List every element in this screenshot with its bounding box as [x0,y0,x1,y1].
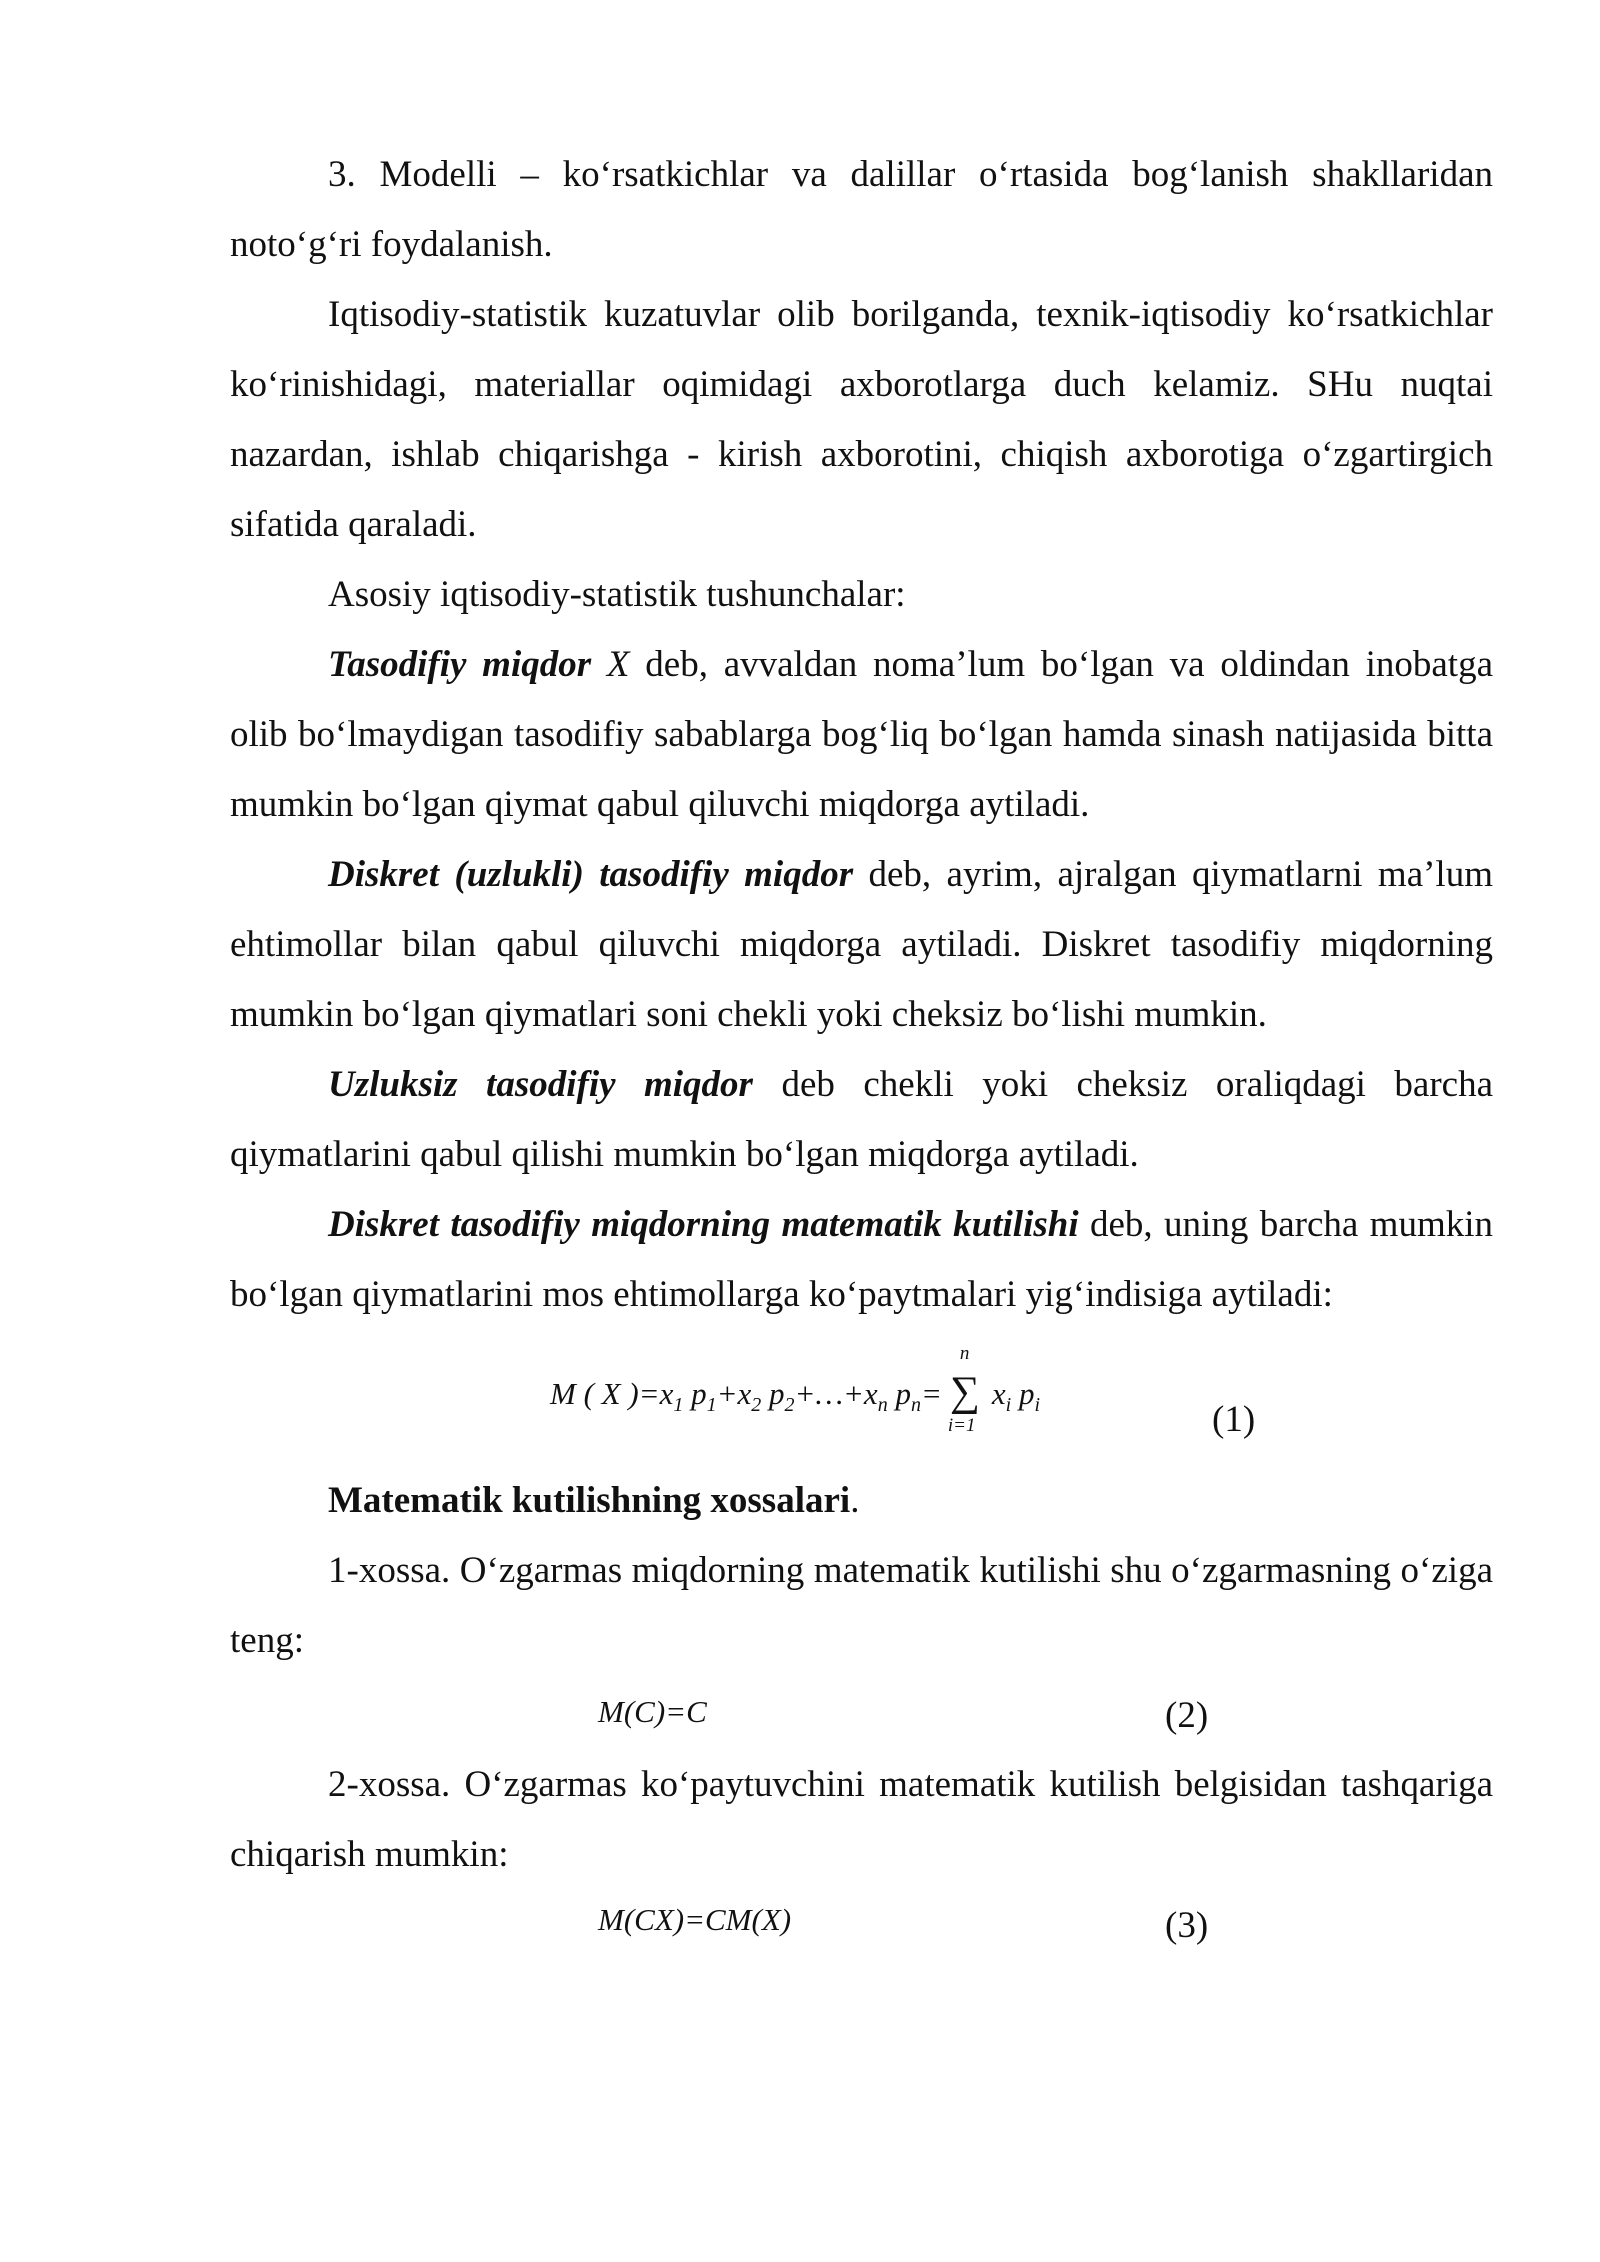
equation-number-2: (2) [1165,1695,1209,1736]
paragraph-text: 3. Modelli – ko‘rsatkichlar va dalillar o‘rtasida bog‘lanish shakllaridan noto‘g‘ri foydalanish. [230,154,1493,265]
formula-sub: n [910,1394,921,1417]
formula-part: p [683,1376,707,1411]
formula-sub: 1 [706,1394,717,1417]
equation-number-1: (1) [1212,1399,1256,1440]
paragraph-text: deb, ayrim, ajralgan qiymatlarni ma’lum ehtimollar bilan qabul qiluvchi miqdorga aytiladi. Diskret tasodifiy miqdorning mumkin bo‘lgan qiymatlari soni chekli yoki cheksiz bo‘lishi mumkin. [230,854,1493,1035]
formula-part: p [761,1376,785,1411]
sum-symbol [946,1342,988,1436]
paragraph-observations [230,280,1493,560]
paragraph-heading-properties [230,1466,1493,1536]
term-random-variable: Tasodifiy miqdor [328,644,592,685]
formula-part: p [887,1376,911,1411]
formula-sub: n [877,1394,888,1417]
term-expectation: Diskret tasodifiy miqdorning matematik kutilishi [328,1204,1079,1245]
formula-sub: 2 [751,1394,762,1417]
formula-part: p [1011,1376,1035,1411]
formula-part: = [920,1376,942,1411]
formula-constant: M(C)=C [598,1694,707,1729]
paragraph-text: 2-xossa. O‘zgarmas ko‘paytuvchini matematik kutilish belgisidan tashqariga chiqarish mumkin: [230,1764,1493,1875]
heading-dot: . [850,1480,860,1521]
formula-sub: i [1005,1394,1012,1417]
formula-row-1 [230,1330,1493,1466]
paragraph-basic-concepts [230,560,1493,630]
paragraph-text: deb, uning barcha mumkin bo‘lgan qiymatlarini mos ehtimollarga ko‘paytmalari yig‘indisiga aytiladi: [230,1204,1493,1315]
document-page [230,140,1493,1960]
formula-sub: 1 [673,1394,684,1417]
formula-constant-factor: M(CX)=CM(X) [598,1902,792,1937]
section-heading: Matematik kutilishning xossalari [328,1480,851,1521]
formula-row-3 [230,1890,1493,1960]
paragraph-continuous-variable [230,1050,1493,1190]
formula-sub: 2 [784,1394,795,1417]
paragraph-text: deb, avvaldan noma’lum bo‘lgan va oldindan inobatga olib bo‘lmaydigan tasodifiy sabablarga bog‘liq bo‘lgan hamda sinash natijasida bitta mumkin bo‘lgan qiymat qabul qiluvchi miqdorga aytiladi. [230,644,1493,825]
variable-x: X [606,644,630,685]
equation-number-3: (3) [1165,1905,1209,1946]
formula-part: M ( X )=x [550,1376,674,1411]
sigma-glyph: ∑ [949,1368,980,1415]
sum-lower-limit: i=1 [947,1414,976,1436]
formula-part: x [991,1376,1006,1411]
term-discrete-variable: Diskret (uzlukli) tasodifiy miqdor [328,854,854,895]
term-continuous-variable: Uzluksiz tasodifiy miqdor [328,1064,753,1105]
paragraph-text: Iqtisodiy-statistik kuzatuvlar olib borilganda, texnik-iqtisodiy ko‘rsatkichlar ko‘rinishidagi, materiallar oqimidagi axborotlarga duch kelamiz. SHu nuqtai nazardan, ishlab chiqarishga - kirish axborotini, chiqish axborotiga o‘zgartirgich sifatida qaraladi. [230,294,1493,545]
paragraph-discrete-variable [230,840,1493,1050]
paragraph-property-1 [230,1536,1493,1676]
formula-part: +x [716,1376,752,1411]
paragraph-random-variable [230,630,1493,840]
formula-row-2 [230,1676,1493,1750]
paragraph-text: deb chekli yoki cheksiz oraliqdagi barcha qiymatlarini qabul qilishi mumkin bo‘lgan miqdorga aytiladi. [230,1064,1493,1175]
formula-part: +…+x [794,1376,878,1411]
paragraph-model-error [230,140,1493,280]
paragraph-text: 1-xossa. O‘zgarmas miqdorning matematik kutilishi shu o‘zgarmasning o‘ziga teng: [230,1550,1493,1661]
paragraph-property-2 [230,1750,1493,1890]
sum-upper-limit: n [959,1342,970,1364]
paragraph-text: Asosiy iqtisodiy-statistik tushunchalar: [328,574,906,615]
formula-sub: i [1034,1394,1041,1417]
formula-expectation [550,1342,1041,1436]
paragraph-expectation-definition [230,1190,1493,1330]
